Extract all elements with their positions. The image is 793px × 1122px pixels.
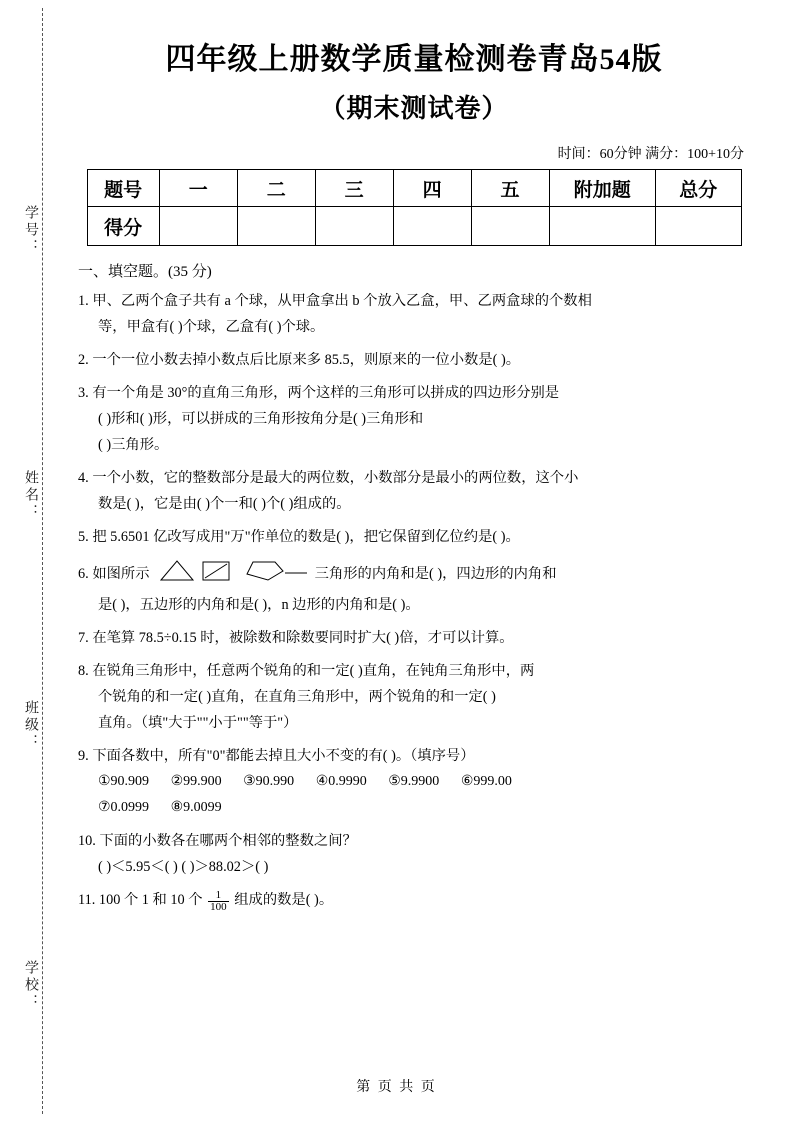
page-footer: 第 页 共 页 <box>356 1080 437 1095</box>
question-text-line-1: 一个小数，它的整数部分是最大的两位数，小数部分是最小的两位数，这个小 <box>92 470 579 486</box>
option-5: ⑤9.9900 <box>388 774 440 789</box>
question-number: 6. <box>78 565 89 582</box>
page-subtitle: （期末测试卷） <box>319 94 509 123</box>
question-text-line-1: 一个一位小数去掉小数点后比原来多 85.5，则原来的一位小数是( )。 <box>92 352 521 368</box>
question-text-line-2: 等，甲盒有( )个球，乙盒有( )个球。 <box>98 319 325 335</box>
geometry-figures <box>157 557 307 592</box>
score-input-4[interactable] <box>393 207 471 246</box>
question-number: 11. <box>78 892 96 908</box>
question-8 <box>78 658 750 736</box>
question-text-line-1-post: 组成的数是( )。 <box>234 892 334 908</box>
question-text-line-1: 有一个角是 30°的直角三角形，两个这样的三角形可以拼成的四边形分别是 <box>92 385 560 401</box>
exam-content <box>78 0 750 914</box>
page-title: 四年级上册数学质量检测卷青岛54版 <box>165 43 663 76</box>
side-label-name: 姓名： <box>23 470 38 521</box>
question-number: 1. <box>78 293 89 309</box>
option-4: ④0.9990 <box>315 774 367 789</box>
section-heading-fill-blank: 一、填空题。(35 分) <box>78 264 212 280</box>
option-6: ⑥999.00 <box>460 774 512 789</box>
score-input-2[interactable] <box>237 207 315 246</box>
question-number: 8. <box>78 663 89 679</box>
question-text-line-1: 在笔算 78.5÷0.15 时，被除数和除数要同时扩大( )倍，才可以计算。 <box>92 630 514 646</box>
question-text-line-3: ( )三角形。 <box>98 437 169 453</box>
cell-二: 二 <box>237 170 315 207</box>
cell-三: 三 <box>315 170 393 207</box>
question-text-line-1-post: 三角形的内角和是( )，四边形的内角和 <box>314 565 557 582</box>
option-2: ②99.900 <box>170 774 222 789</box>
question-9-options-row2 <box>78 795 750 821</box>
cell-五: 五 <box>471 170 549 207</box>
question-text-line-1: 甲、乙两个盒子共有 a 个球，从甲盒拿出 b 个放入乙盒，甲、乙两盒球的个数相 <box>92 293 592 309</box>
table-row-score <box>87 207 741 246</box>
cell-总分: 总分 <box>655 170 741 207</box>
question-text-line-2: ( )形和( )形，可以拼成的三角形按角分是( )三角形和 <box>98 411 424 427</box>
question-9 <box>78 743 750 821</box>
question-1 <box>78 288 750 340</box>
side-label-class: 班级： <box>23 700 38 751</box>
score-input-5[interactable] <box>471 207 549 246</box>
fraction-numerator: 1 <box>215 888 222 901</box>
option-3: ③90.990 <box>243 774 295 789</box>
question-number: 2. <box>78 352 89 368</box>
question-text-line-2: 是( )，五边形的内角和是( )，n 边形的内角和是( )。 <box>98 597 420 613</box>
question-text-line-1: 下面各数中，所有"0"都能去掉且大小不变的有( )。（填序号） <box>92 748 475 764</box>
cell-四: 四 <box>393 170 471 207</box>
option-7: ⑦0.0999 <box>98 800 150 815</box>
fraction-one-hundredth <box>208 890 229 914</box>
question-text-line-1: 下面的小数各在哪两个相邻的整数之间？ <box>99 833 357 849</box>
side-label-student-id: 学号： <box>23 205 38 256</box>
question-6 <box>78 557 750 618</box>
question-text-line-2: 个锐角的和一定( )直角，在直角三角形中，两个锐角的和一定( ) <box>98 689 496 705</box>
question-4 <box>78 465 750 517</box>
question-9-options <box>78 769 750 795</box>
question-text-line-1: 把 5.6501 亿改写成用"万"作单位的数是( )，把它保留到亿位约是( )。 <box>92 529 520 545</box>
exam-meta-info: 时间：60分钟 满分：100+10分 <box>557 147 744 162</box>
question-number: 3. <box>78 385 89 401</box>
question-number: 5. <box>78 529 89 545</box>
cell-一: 一 <box>159 170 237 207</box>
cell-得分: 得分 <box>87 207 159 246</box>
question-text-line-2: 数是( )，它是由( )个一和( )个( )组成的。 <box>98 496 351 512</box>
question-number: 7. <box>78 630 89 646</box>
score-input-extra[interactable] <box>549 207 655 246</box>
fraction-denominator: 100 <box>210 901 227 914</box>
question-5 <box>78 524 750 550</box>
question-number: 4. <box>78 470 89 486</box>
cell-题号: 题号 <box>87 170 159 207</box>
question-2 <box>78 347 750 373</box>
score-input-total[interactable] <box>655 207 741 246</box>
table-row-header <box>87 170 741 207</box>
question-10 <box>78 828 750 880</box>
side-label-group <box>14 0 40 1122</box>
score-input-3[interactable] <box>315 207 393 246</box>
question-text-line-1-pre: 100 个 1 和 10 个 <box>98 892 203 908</box>
question-number: 10. <box>78 833 96 849</box>
option-8: ⑧9.0099 <box>170 800 222 815</box>
question-11 <box>78 887 750 914</box>
question-text-line-3: 直角。（填"大于""小于""等于"） <box>98 715 298 731</box>
option-1: ①90.909 <box>98 774 150 789</box>
score-table <box>87 169 742 246</box>
question-7 <box>78 625 750 651</box>
cell-附加题: 附加题 <box>549 170 655 207</box>
side-label-school: 学校： <box>23 960 38 1011</box>
score-input-1[interactable] <box>159 207 237 246</box>
question-text-line-1-pre: 如图所示 <box>92 565 150 582</box>
question-text-line-2: ( )＜5.95＜( ) ( )＞88.02＞( ) <box>98 859 269 875</box>
margin-dashed-line <box>42 8 43 1114</box>
question-number: 9. <box>78 748 89 764</box>
question-text-line-1: 在锐角三角形中，任意两个锐角的和一定( )直角，在钝角三角形中，两 <box>92 663 535 679</box>
question-3 <box>78 380 750 458</box>
